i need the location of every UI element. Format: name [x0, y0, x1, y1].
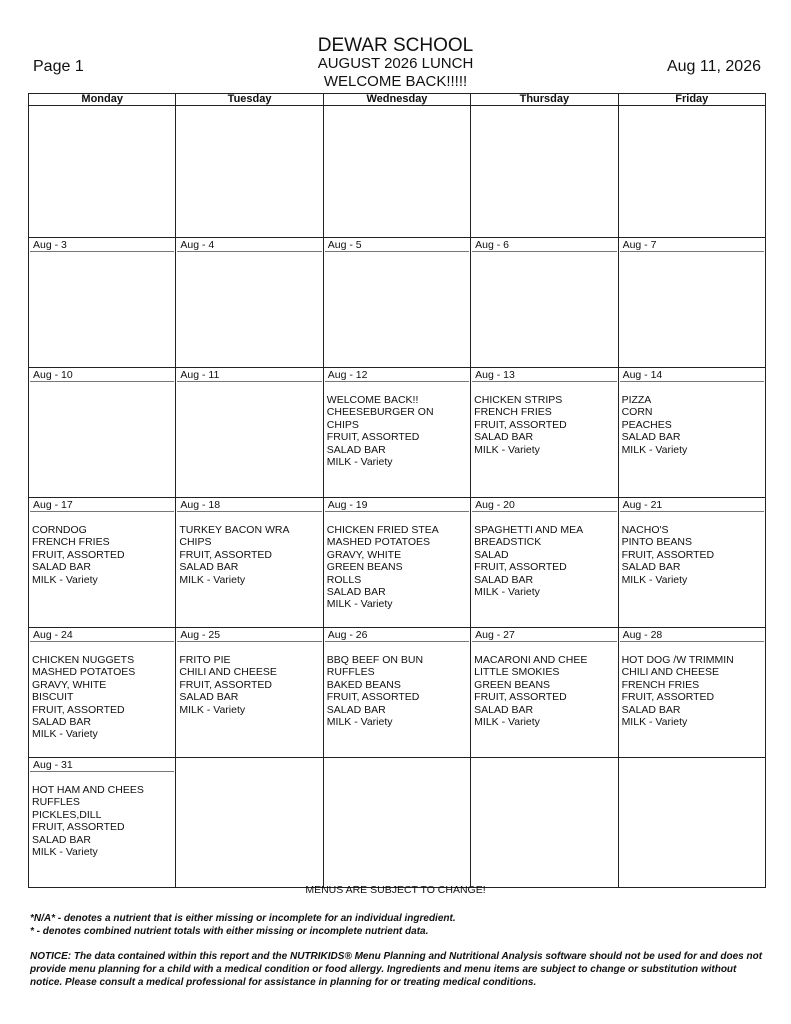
- day-cell: [618, 758, 765, 888]
- menu-item: MILK - Variety: [32, 728, 98, 741]
- menu-item: CORN: [621, 406, 653, 419]
- menu-item: CHICKEN STRIPS: [474, 394, 563, 406]
- day-cell: [323, 628, 470, 758]
- menu-item: BREADSTICK: [474, 536, 542, 549]
- day-cell: [323, 238, 470, 368]
- day-cell: [471, 628, 618, 758]
- menu-item: MILK - Variety: [179, 573, 246, 586]
- menu-item: FRENCH FRIES: [32, 536, 110, 549]
- day-header-wednesday: Wednesday: [323, 94, 470, 106]
- day-header-friday: Friday: [618, 94, 765, 106]
- menu-item: SALAD BAR: [32, 561, 91, 574]
- menu-items: [619, 382, 765, 456]
- week-row: [29, 758, 766, 888]
- menu-item: FRUIT, ASSORTED: [32, 821, 125, 834]
- menu-item: FRUIT, ASSORTED: [474, 418, 567, 431]
- menu-items: [324, 512, 470, 611]
- menu-items: [176, 642, 322, 716]
- menu-item: TURKEY BACON WRA: [179, 524, 290, 536]
- menu-item: FRUIT, ASSORTED: [621, 548, 715, 561]
- week-row: [29, 238, 766, 368]
- day-cell: [471, 498, 618, 628]
- menu-item: SALAD BAR: [326, 585, 386, 598]
- menu-item: MILK - Variety: [621, 573, 688, 586]
- menu-item: SALAD BAR: [32, 715, 91, 728]
- legend-na: *N/A* - denotes a nutrient that is either missing or incomplete for an individual ingredient.: [30, 913, 456, 924]
- week-row: [29, 628, 766, 758]
- disclaimer-notice: NOTICE: The data contained within this report and the NUTRIKIDS® Menu Planning and Nutritional Analysis software should not be used for and does not provide menu planning for a child with a medical condition or food allergy. Ingredients and menu items are subject to change or substitution without notice. Please consult a medical professional for assistance in planning for or treating medical conditions.: [30, 951, 763, 988]
- page-label: Page 1: [33, 58, 84, 75]
- menu-items: [324, 382, 470, 468]
- menu-item: GRAVY, WHITE: [32, 678, 107, 691]
- day-cell: [176, 758, 323, 888]
- menu-items: [619, 512, 765, 586]
- menu-item: FRUIT, ASSORTED: [474, 561, 567, 574]
- day-date: Aug - 28: [620, 629, 764, 642]
- menu-items: [471, 642, 617, 728]
- menu-item: FRENCH FRIES: [621, 678, 700, 691]
- day-date: Aug - 6: [472, 239, 616, 252]
- menu-item: FRUIT, ASSORTED: [32, 548, 125, 561]
- day-cell: [176, 498, 323, 628]
- day-cell: [471, 368, 618, 498]
- menu-item: LITTLE SMOKIES: [474, 666, 560, 679]
- menu-item: PINTO BEANS: [621, 536, 692, 549]
- day-cell: [323, 758, 470, 888]
- menu-item: SALAD BAR: [32, 833, 91, 846]
- menu-item: FRUIT, ASSORTED: [474, 691, 567, 704]
- day-date: Aug - 17: [30, 499, 174, 512]
- day-cell: [323, 106, 470, 238]
- day-date: Aug - 31: [30, 759, 174, 772]
- menu-item: PIZZA: [621, 394, 652, 406]
- menu-item: ROLLS: [326, 573, 362, 586]
- legend-star: * - denotes combined nutrient totals with either missing or incomplete nutrient data.: [30, 926, 429, 937]
- menu-items: [471, 382, 617, 456]
- menu-item: BISCUIT: [32, 691, 74, 704]
- menu-item: CHICKEN FRIED STEA: [326, 524, 439, 536]
- day-date: Aug - 24: [30, 629, 174, 642]
- menu-item: FRUIT, ASSORTED: [326, 431, 420, 444]
- menu-item: BAKED BEANS: [326, 678, 401, 691]
- menu-item: MILK - Variety: [474, 715, 540, 728]
- menu-item: FRUIT, ASSORTED: [621, 691, 715, 704]
- menu-item: FRUIT, ASSORTED: [179, 678, 272, 691]
- menu-item: MACARONI AND CHEE: [474, 654, 588, 666]
- menu-item: WELCOME BACK!!: [326, 394, 419, 406]
- menu-item: CHIPS: [326, 418, 359, 431]
- day-cell: [471, 758, 618, 888]
- day-date: Aug - 25: [177, 629, 321, 642]
- menu-item: NACHO'S: [621, 524, 669, 536]
- day-cell: [618, 368, 765, 498]
- menu-item: MILK - Variety: [326, 715, 393, 728]
- menu-item: SALAD BAR: [474, 431, 534, 444]
- menu-subtitle: WELCOME BACK!!!!!: [323, 73, 468, 90]
- menu-item: SALAD BAR: [326, 703, 386, 716]
- menu-item: GREEN BEANS: [474, 678, 551, 691]
- day-cell: [618, 628, 765, 758]
- day-cell: [176, 238, 323, 368]
- menu-item: CORNDOG: [32, 524, 87, 536]
- day-cell: [618, 238, 765, 368]
- menu-items: [29, 772, 175, 858]
- day-cell: [618, 498, 765, 628]
- menu-item: MILK - Variety: [326, 598, 393, 611]
- menu-item: CHEESEBURGER ON: [326, 406, 434, 419]
- menu-item: SPAGHETTI AND MEA: [474, 524, 584, 536]
- menu-item: MILK - Variety: [474, 585, 540, 598]
- menu-item: FRUIT, ASSORTED: [32, 703, 125, 716]
- menu-items: [324, 642, 470, 728]
- menu-item: MILK - Variety: [474, 443, 540, 456]
- day-date: Aug - 18: [177, 499, 321, 512]
- menu-item: CHIPS: [179, 536, 212, 549]
- menu-item: MILK - Variety: [32, 845, 98, 858]
- menu-item: SALAD BAR: [621, 561, 681, 574]
- weekday-header-row: [29, 94, 766, 106]
- menu-item: GRAVY, WHITE: [326, 548, 402, 561]
- menu-item: HOT HAM AND CHEES: [32, 784, 144, 796]
- day-date: Aug - 26: [325, 629, 469, 642]
- menu-item: HOT DOG /W TRIMMIN: [621, 654, 734, 666]
- day-header-thursday: Thursday: [471, 94, 618, 106]
- menu-item: FRUIT, ASSORTED: [179, 548, 272, 561]
- day-cell: [471, 238, 618, 368]
- menu-item: SALAD BAR: [326, 443, 386, 456]
- menu-items: [176, 512, 322, 586]
- menus-subject-to-change: MENUS ARE SUBJECT TO CHANGE!: [305, 884, 486, 896]
- nutrient-legend: [30, 912, 456, 938]
- menu-item: CHILI AND CHEESE: [179, 666, 277, 679]
- menu-item: SALAD BAR: [621, 703, 681, 716]
- day-date: Aug - 19: [325, 499, 469, 512]
- day-cell: [29, 758, 176, 888]
- school-name: DEWAR SCHOOL: [317, 35, 474, 56]
- menu-item: MILK - Variety: [32, 573, 98, 586]
- day-date: Aug - 14: [620, 369, 764, 382]
- day-header-tuesday: Tuesday: [176, 94, 323, 106]
- menu-item: RUFFLES: [32, 796, 80, 809]
- menu-item: FRENCH FRIES: [474, 406, 552, 419]
- menu-items: [619, 642, 765, 728]
- day-cell: [471, 106, 618, 238]
- menu-item: RUFFLES: [326, 666, 375, 679]
- menu-item: SALAD: [474, 548, 509, 561]
- day-date: Aug - 5: [325, 239, 469, 252]
- day-cell: [29, 368, 176, 498]
- report-date: Aug 11, 2026: [666, 58, 761, 75]
- menu-item: FRITO PIE: [179, 654, 231, 666]
- day-date: Aug - 27: [472, 629, 616, 642]
- menu-item: FRUIT, ASSORTED: [326, 691, 420, 704]
- menu-items: [29, 512, 175, 586]
- menu-item: SALAD BAR: [621, 431, 681, 444]
- menu-item: PICKLES,DILL: [32, 808, 102, 821]
- menu-item: SALAD BAR: [179, 561, 239, 574]
- day-cell: [29, 238, 176, 368]
- menu-items: [471, 512, 617, 598]
- menu-item: SALAD BAR: [179, 691, 239, 704]
- day-date: Aug - 20: [472, 499, 616, 512]
- menu-items: [29, 642, 175, 741]
- week-row: [29, 498, 766, 628]
- day-cell: [323, 368, 470, 498]
- menu-item: MASHED POTATOES: [326, 536, 431, 549]
- week-row: [29, 106, 766, 238]
- day-cell: [618, 106, 765, 238]
- day-header-monday: Monday: [29, 94, 176, 106]
- menu-item: GREEN BEANS: [326, 561, 403, 574]
- menu-item: SALAD BAR: [474, 703, 534, 716]
- day-date: Aug - 21: [620, 499, 764, 512]
- menu-item: SALAD BAR: [474, 573, 534, 586]
- menu-item: MILK - Variety: [326, 455, 393, 468]
- menu-item: BBQ BEEF ON BUN: [326, 654, 424, 666]
- menu-item: PEACHES: [621, 418, 672, 431]
- day-date: Aug - 12: [325, 369, 469, 382]
- menu-calendar: [28, 93, 766, 888]
- day-cell: [176, 368, 323, 498]
- day-cell: [29, 628, 176, 758]
- menu-item: MILK - Variety: [179, 703, 246, 716]
- day-cell: [176, 106, 323, 238]
- day-date: Aug - 13: [472, 369, 616, 382]
- day-cell: [29, 106, 176, 238]
- menu-item: MILK - Variety: [621, 715, 688, 728]
- day-date: Aug - 4: [177, 239, 321, 252]
- menu-item: CHICKEN NUGGETS: [32, 654, 135, 666]
- menu-item: MASHED POTATOES: [32, 666, 136, 679]
- day-cell: [176, 628, 323, 758]
- day-date: Aug - 10: [30, 369, 174, 382]
- day-date: Aug - 11: [177, 369, 321, 382]
- menu-item: CHILI AND CHEESE: [621, 666, 720, 679]
- day-cell: [29, 498, 176, 628]
- day-cell: [323, 498, 470, 628]
- menu-item: MILK - Variety: [621, 443, 688, 456]
- day-date: Aug - 7: [620, 239, 764, 252]
- week-row: [29, 368, 766, 498]
- menu-title: AUGUST 2026 LUNCH: [317, 55, 474, 72]
- day-date: Aug - 3: [30, 239, 174, 252]
